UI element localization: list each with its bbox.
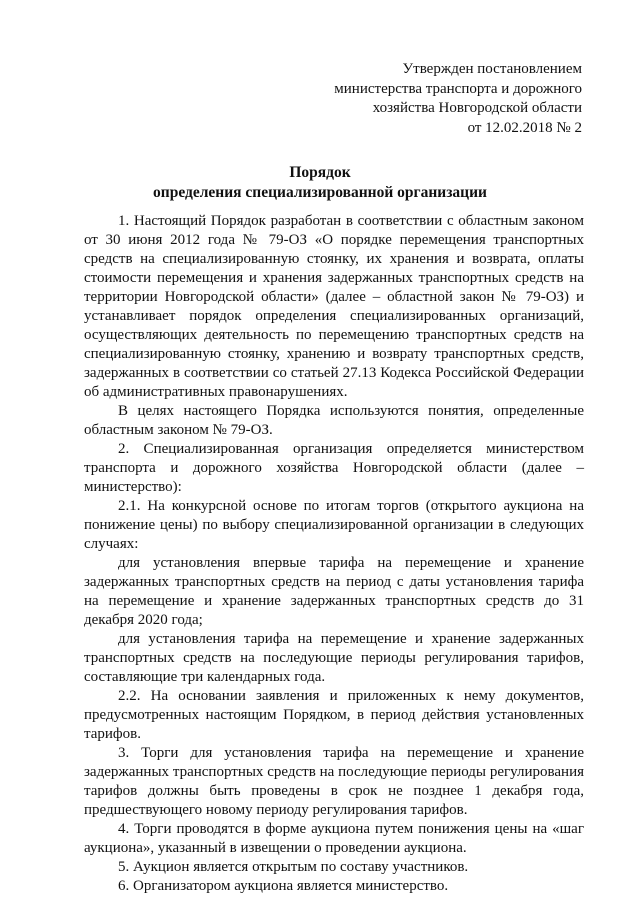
approval-block: [334, 60, 582, 138]
paragraph: 2. Специализированная организация определяется министерством транспорта и дорожного хозяйства Новгородской области (далее – министерство):: [84, 441, 584, 495]
paragraph: для установления тарифа на перемещение и хранение задержанных транспортных средств на последующие периоды регулирования тарифов, составляющие три календарных года.: [84, 631, 584, 685]
document-title: [0, 163, 640, 202]
document-body: [84, 212, 584, 896]
approval-line: хозяйства Новгородской области: [372, 100, 582, 116]
paragraph: 1. Настоящий Порядок разработан в соответствии с областным законом от 30 июня 2012 года № 79-ОЗ «О порядке перемещения транспортных средств на специализированную стоянку, их хранения и возврата, оплаты стоимости перемещения и хранения задержанных транспортных средств на территории Новгородской области» (далее – областной закон № 79-ОЗ) и устанавливает порядок определения специализированных организаций, осуществляющих деятельность по перемещению транспортных средств на специализированную стоянку, хранению и возврату транспортных средств, задержанных в соответствии со статьей 27.13 Кодекса Российской Федерации об административных правонарушениях.: [84, 213, 584, 400]
paragraph: 2.2. На основании заявления и приложенных к нему документов, предусмотренных настоящим Порядком, в период действия установленных тарифов.: [84, 688, 584, 742]
approval-date: от 12.02.2018 № 2: [467, 119, 582, 136]
paragraph: 6. Организатором аукциона является министерство.: [118, 878, 449, 894]
paragraph: 5. Аукцион является открытым по составу участников.: [118, 859, 469, 875]
approval-line: министерства транспорта и дорожного: [334, 80, 582, 97]
title-line: определения специализированной организации: [153, 183, 487, 201]
paragraph: 4. Торги проводятся в форме аукциона путем понижения цены на «шаг аукциона», указанный в извещении о проведении аукциона.: [84, 821, 584, 856]
approval-line: Утвержден постановлением: [402, 61, 582, 77]
paragraph: для установления впервые тарифа на перемещение и хранение задержанных транспортных средств на период с даты установления тарифа на перемещение и хранение задержанных транспортных средств до 31 декабря 2020 года;: [84, 555, 584, 628]
title-line: Порядок: [289, 164, 351, 181]
paragraph: 2.1. На конкурсной основе по итогам торгов (открытого аукциона на понижение цены) по выбору специализированной организации в следующих случаях:: [84, 498, 584, 552]
paragraph: 3. Торги для установления тарифа на перемещение и хранение задержанных транспортных средств на последующие периоды регулирования тарифов должны быть проведены в срок не позднее 1 декабря года, предшествующего новому периоду регулирования тарифов.: [84, 745, 584, 818]
paragraph: В целях настоящего Порядка используются понятия, определенные областным законом № 79-ОЗ.: [84, 403, 584, 438]
